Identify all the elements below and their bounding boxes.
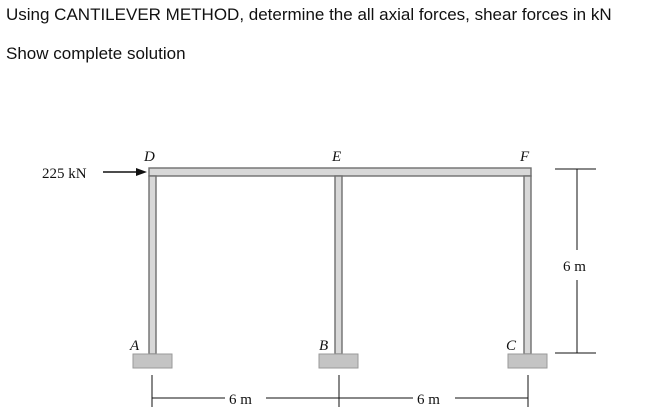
joint-label-a: A xyxy=(130,338,140,354)
column-ad xyxy=(149,176,156,354)
instruction-text: Show complete solution xyxy=(6,44,186,63)
load-arrowhead-icon xyxy=(136,168,147,176)
column-cf xyxy=(524,176,531,354)
support-b xyxy=(319,354,358,368)
joint-label-f: F xyxy=(520,149,530,165)
load-label: 225 kN xyxy=(42,166,87,182)
joint-label-c: C xyxy=(506,338,517,354)
dim-span-left: 6 m xyxy=(229,392,252,408)
joint-label-e: E xyxy=(332,149,342,165)
dim-span-right: 6 m xyxy=(417,392,440,408)
dim-height: 6 m xyxy=(563,259,586,275)
support-a xyxy=(133,354,172,368)
beam-def xyxy=(149,168,531,176)
column-be xyxy=(335,176,342,354)
joint-label-d: D xyxy=(144,149,155,165)
problem-statement: Using CANTILEVER METHOD, determine the all axial forces, shear forces in kN xyxy=(6,5,612,24)
support-c xyxy=(508,354,547,368)
joint-label-b: B xyxy=(319,338,329,354)
